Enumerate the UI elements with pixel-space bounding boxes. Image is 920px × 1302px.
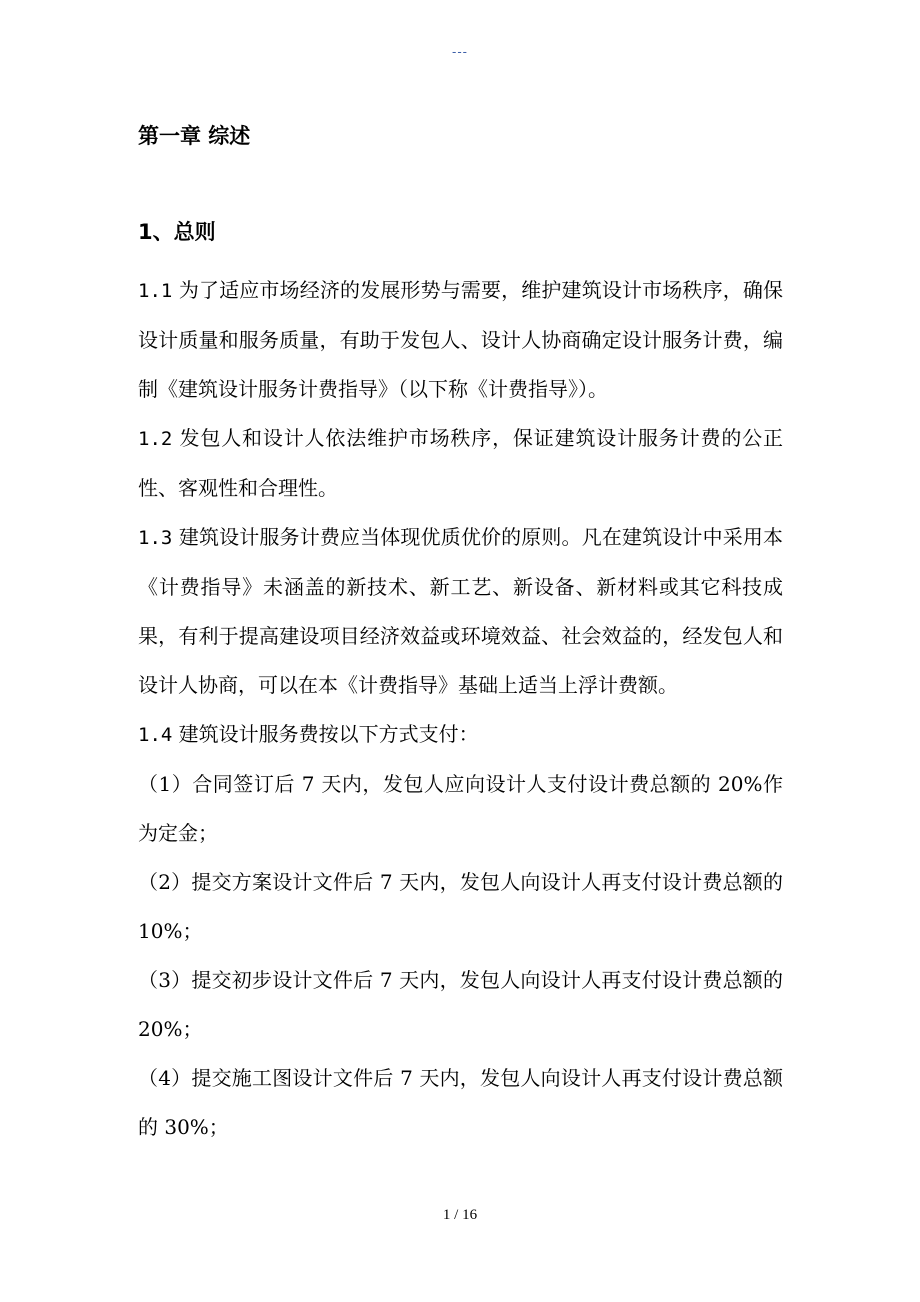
paragraph-number: 1.1 [138,280,173,302]
body-text [138,266,783,1152]
paragraph-1-4 [138,710,783,760]
paragraph-1-3 [138,513,783,710]
paragraph-1-2 [138,414,783,513]
payment-item-4 [138,1054,783,1152]
payment-item-1 [138,760,783,858]
paragraph-text: 发包人和设计人依法维护市场秩序，保证建筑设计服务计费的公正性、客观性和合理性。 [138,426,783,500]
paragraph-number: 1.4 [138,724,173,746]
paragraph-text: 建筑设计服务费按以下方式支付： [172,722,479,746]
payment-item-3 [138,956,783,1054]
payment-text: （2）提交方案设计文件后 7 天内，发包人向设计人再支付设计费总额的 10%； [138,870,783,943]
page-number: 1 / 16 [442,1207,478,1223]
section-title: 1、总则 [138,220,216,244]
header-mark: --- [452,44,468,59]
paragraph-text: 建筑设计服务计费应当体现优质优价的原则。凡在建筑设计中采用本《计费指导》未涵盖的新技术、新工艺、新设备、新材料或其它科技成果，有利于提高建设项目经济效益或环境效益、社会效益的，经发包人和设计人协商，可以在本《计费指导》基础上适当上浮计费额。 [138,525,783,697]
chapter-title: 第一章 综述 [138,124,251,148]
payment-text: （1）合同签订后 7 天内，发包人应向设计人支付设计费总额的 20%作为定金； [138,772,783,845]
paragraph-number: 1.2 [138,428,173,450]
payment-item-2 [138,858,783,956]
paragraph-number: 1.3 [138,527,173,549]
paragraph-1-1 [138,266,783,414]
paragraph-text: 为了适应市场经济的发展形势与需要，维护建筑设计市场秩序，确保设计质量和服务质量，有助于发包人、设计人协商确定设计服务计费，编制《建筑设计服务计费指导》（以下称《计费指导》）。 [138,278,783,401]
payment-text: （4）提交施工图设计文件后 7 天内，发包人向设计人再支付设计费总额的 30%； [138,1066,783,1139]
payment-text: （3）提交初步设计文件后 7 天内，发包人向设计人再支付设计费总额的 20%； [138,968,783,1041]
